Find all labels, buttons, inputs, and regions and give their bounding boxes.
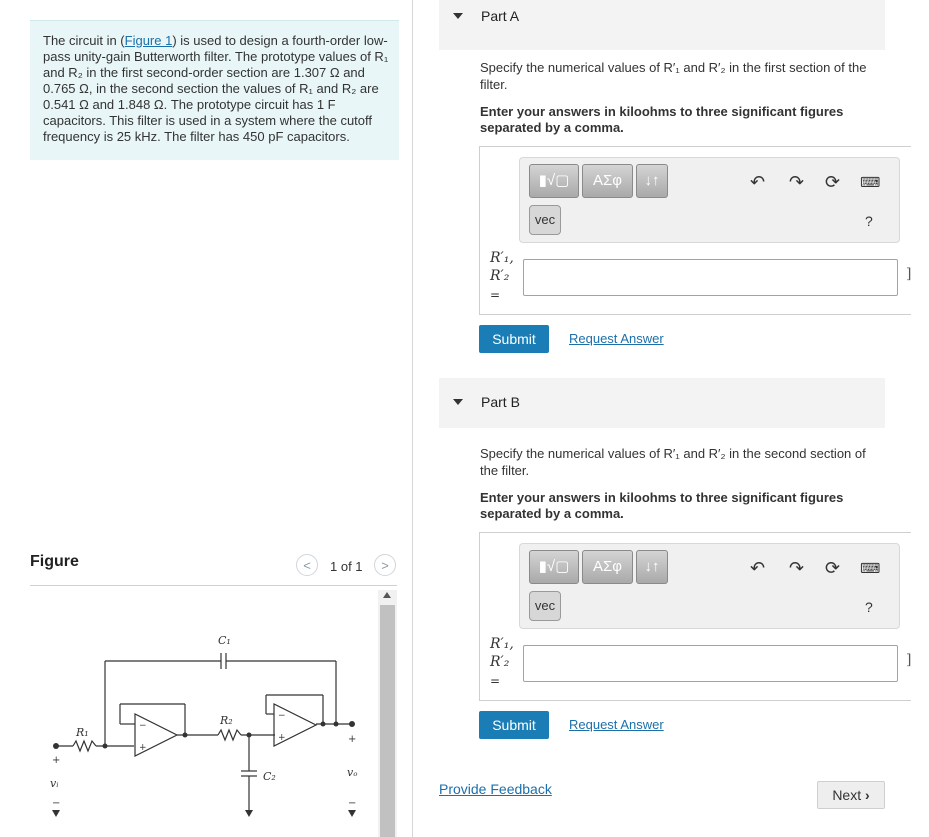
keyboard-icon[interactable]: ⌨: [860, 174, 881, 190]
chevron-right-icon: >: [381, 558, 389, 573]
ground-arrow-input: [52, 810, 60, 817]
part-b-trailing-bracket: ]: [906, 652, 912, 668]
output-terminal: [349, 721, 355, 727]
circuit-diagram: [40, 620, 370, 837]
opamp-1-plus: +: [139, 743, 147, 753]
part-a-trailing-bracket: ]: [906, 266, 912, 282]
part-b-question: Specify the numerical values of R′₁ and R′₂ in the second section of the filter.: [480, 446, 866, 478]
part-b-instruction: Enter your answers in kiloohms to three significant figures separated by a comma.: [480, 490, 844, 521]
subscript-superscript-button[interactable]: ↓↑: [636, 164, 668, 198]
figure-pager-text: 1 of 1: [330, 559, 363, 574]
ground-arrow-c2: [245, 810, 253, 817]
r2-resistor: [218, 730, 241, 740]
label-vi: vᵢ: [50, 777, 59, 790]
next-button-label: Next: [832, 787, 862, 803]
part-a-submit-button[interactable]: Submit: [479, 325, 549, 353]
part-b-request-answer-link[interactable]: Request Answer: [569, 717, 664, 732]
label-c1: C₁: [218, 634, 231, 647]
part-a-var-line1: R′₁,: [490, 250, 514, 266]
help-button[interactable]: ?: [865, 213, 873, 229]
opamp-2-plus: +: [278, 733, 286, 743]
part-b-var-equals: =: [490, 674, 501, 688]
pane-divider: [412, 0, 413, 837]
problem-text-rest: ) is used to design a fourth-order low-pass unity-gain Butterworth filter. The prototype values of R₁ and R₂ in the first second-order section are 1.307 Ω and 0.765 Ω, in the second section the values of R₁ and R₂ are 0.541 Ω and 1.848 Ω. The prototype circuit has 1 F capacitors. This filter is used in a system where the cutoff frequency is 25 kHz. The filter has 450 pF capacitors.: [43, 33, 389, 144]
figure-divider: [30, 585, 397, 586]
part-a-request-answer-link[interactable]: Request Answer: [569, 331, 664, 346]
undo-icon[interactable]: ↶: [750, 172, 766, 192]
subscript-superscript-button[interactable]: ↓↑: [636, 550, 668, 584]
undo-icon[interactable]: ↶: [750, 558, 766, 578]
vi-minus-sign: −: [52, 798, 61, 809]
opamp-1-minus: −: [139, 721, 147, 731]
problem-text-start: The circuit in (: [43, 33, 125, 48]
next-button[interactable]: [817, 781, 885, 809]
figure-link[interactable]: Figure 1: [124, 33, 173, 48]
greek-symbols-button[interactable]: ΑΣφ: [582, 550, 633, 584]
templates-icon[interactable]: ▮√▢: [529, 550, 579, 584]
part-a-var-line2: R′₂: [490, 268, 510, 284]
vec-button[interactable]: vec: [529, 591, 561, 621]
opamp-2-minus: −: [278, 711, 286, 721]
part-a-var-equals: =: [490, 288, 501, 302]
vi-plus-sign: +: [52, 755, 61, 766]
ground-arrow-output: [348, 810, 356, 817]
part-a-instruction: Enter your answers in kiloohms to three significant figures separated by a comma.: [480, 104, 844, 135]
redo-icon[interactable]: ↷: [789, 172, 805, 192]
figure-next-button[interactable]: [374, 554, 396, 576]
problem-statement: [30, 20, 399, 160]
label-vo: vₒ: [347, 766, 358, 779]
label-r1: R₁: [76, 726, 89, 739]
reset-icon[interactable]: ⟳: [825, 172, 841, 192]
part-b-submit-button[interactable]: Submit: [479, 711, 549, 739]
scroll-up-arrow-icon[interactable]: [383, 592, 391, 598]
figure-scroll-thumb[interactable]: [380, 605, 395, 837]
input-terminal: [53, 743, 59, 749]
part-b-var-line2: R′₂: [490, 654, 510, 670]
caret-down-icon[interactable]: [453, 399, 463, 405]
part-b-answer-input[interactable]: [523, 645, 898, 682]
vo-plus-sign: +: [348, 734, 357, 745]
figure-title: Figure: [30, 553, 79, 570]
part-a-answer-input[interactable]: [523, 259, 898, 296]
reset-icon[interactable]: ⟳: [825, 558, 841, 578]
vec-button[interactable]: vec: [529, 205, 561, 235]
part-a-math-toolbar: [519, 157, 900, 243]
keyboard-icon[interactable]: ⌨: [860, 560, 881, 576]
templates-icon[interactable]: ▮√▢: [529, 164, 579, 198]
chevron-right-icon: ›: [865, 787, 870, 803]
chevron-left-icon: <: [303, 558, 311, 573]
greek-symbols-button[interactable]: ΑΣφ: [582, 164, 633, 198]
figure-prev-button[interactable]: [296, 554, 318, 576]
caret-down-icon[interactable]: [453, 13, 463, 19]
part-b-math-toolbar: [519, 543, 900, 629]
label-r2: R₂: [220, 714, 233, 727]
part-b-var-line1: R′₁,: [490, 636, 514, 652]
provide-feedback-link[interactable]: Provide Feedback: [439, 781, 552, 797]
part-a-question: Specify the numerical values of R′₁ and R′₂ in the first section of the filter.: [480, 60, 867, 92]
label-c2: C₂: [263, 770, 276, 783]
redo-icon[interactable]: ↷: [789, 558, 805, 578]
part-a-title: Part A: [481, 8, 520, 24]
r1-resistor: [73, 741, 96, 751]
part-b-title: Part B: [481, 394, 520, 410]
help-button[interactable]: ?: [865, 599, 873, 615]
vo-minus-sign: −: [348, 798, 357, 809]
